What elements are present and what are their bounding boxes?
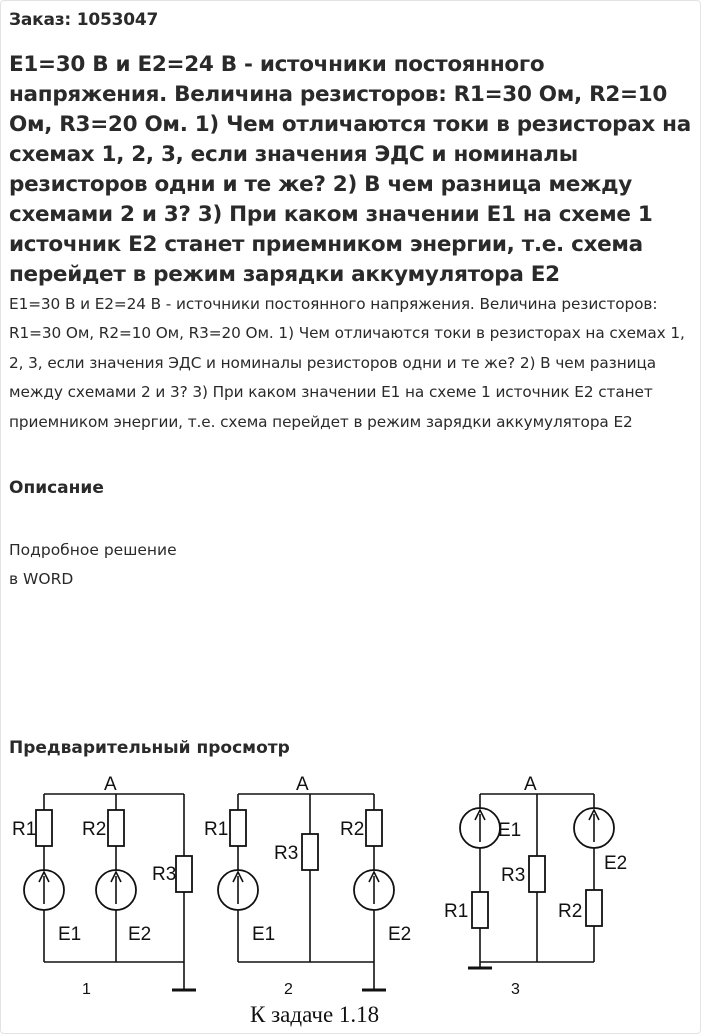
preview-heading: Предварительный просмотр [9,738,290,758]
scheme-3-number: 3 [511,981,520,998]
scheme-1-resistor-r1 [36,810,52,846]
scheme-2-node-label: A [296,774,309,795]
scheme-3-e2-label: E2 [604,853,628,874]
scheme-2-resistor-r2 [366,810,382,846]
scheme-1-e1-label: E1 [58,924,82,945]
scheme-2-r1-label: R1 [204,819,229,840]
scheme-1-resistor-r3 [176,856,192,892]
scheme-2-diagram [204,774,411,998]
task-title: E1=30 В и E2=24 В - источники постоянного напряжения. Величина резисторов: R1=30 Ом, R2=10 Ом, R3=20 Ом. 1) Чем отличаются токи в резисторах на схемах 1, 2, 3, если значения ЭДС и номиналы резисторов одни и те же? 2) В чем разница между схемами 2 и 3? 3) При каком значении E1 на схеме 1 источник E2 станет приемником энергии, т.е. схема перейдет в режим зарядки аккумулятора E2 [9,52,691,287]
scheme-1-diagram [12,774,196,998]
scheme-1-node-label: A [104,774,117,795]
solution-line-2: в WORD [9,570,74,588]
scheme-1-e2-label: E2 [128,924,152,945]
scheme-3-resistor-r1 [472,892,488,928]
task-description: E1=30 В и E2=24 В - источники постоянного напряжения. Величина резисторов: R1=30 Ом, R2=10 Ом, R3=20 Ом. 1) Чем отличаются токи в резисторах на схемах 1, 2, 3, если значения ЭДС и номиналы резисторов одни и те же? 2) В чем разница между схемами 2 и 3? 3) При каком значении E1 на схеме 1 источник E2 станет приемником энергии, т.е. схема перейдет в режим зарядки аккумулятора E2 [9,295,685,431]
scheme-2-resistor-r3 [302,834,318,870]
scheme-3-node-label: A [524,774,537,795]
scheme-2-e2-label: E2 [388,924,412,945]
figure-caption: К задаче 1.18 [250,1002,380,1027]
scheme-3-r1-label: R1 [444,901,469,922]
scheme-1-r3-label: R3 [152,864,177,885]
circuit-preview-image [0,768,701,1034]
scheme-3-r3-label: R3 [501,865,526,886]
scheme-3-r2-label: R2 [558,901,583,922]
scheme-2-number: 2 [284,981,293,998]
scheme-2-resistor-r1 [230,810,246,846]
description-heading: Описание [9,478,104,498]
order-number: Заказ: 1053047 [9,10,159,30]
scheme-2-r2-label: R2 [340,819,365,840]
scheme-2-e1-label: E1 [252,924,276,945]
scheme-1-r1-label: R1 [12,819,37,840]
scheme-1-number: 1 [82,981,91,998]
scheme-2-r3-label: R3 [274,843,299,864]
scheme-1-r2-label: R2 [82,819,107,840]
scheme-3-diagram [444,774,627,998]
scheme-3-resistor-r2 [586,890,602,926]
scheme-3-resistor-r3 [529,856,545,892]
scheme-1-resistor-r2 [108,810,124,846]
scheme-3-e1-label: E1 [498,820,522,841]
solution-line-1: Подробное решение [9,541,177,559]
